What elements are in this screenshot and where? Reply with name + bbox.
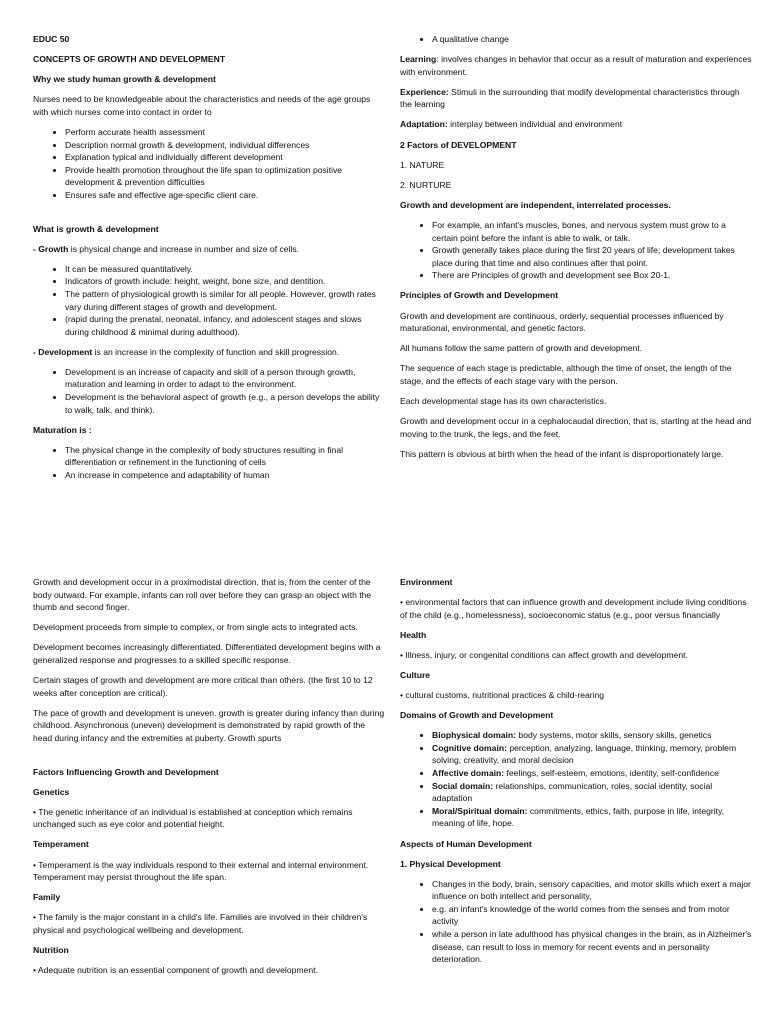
list-item: • (rapid during the prenatal, neonatal, infancy, and adolescent stages and slows during childhood & minimal during adulthood). [65,313,385,338]
domain-text: relationships, communication, roles, social identity, social adaptation [432,780,713,804]
culture-heading: Culture [400,669,431,680]
development-definition [33,346,385,359]
family-text: • The family is the major constant in a child's life. Families are involved in their children's physical and psychological wellbeing and development. [33,912,368,935]
principle-paragraph: Growth and development are continuous, orderly, sequential processes influenced by maturational, environmental, and genetic factors. [400,310,724,334]
adaptation-definition [400,118,752,131]
list-item [432,780,752,805]
development-list [33,366,385,416]
nutrition-text: • Adequate nutrition is an essential component of growth and development. [33,965,318,976]
growth-list [33,263,385,339]
experience-term: Experience: [400,86,449,97]
list-item: • Explanation typical and individually different development [65,151,385,164]
temperament-heading: Temperament [33,839,89,850]
interrelated-list [400,219,752,282]
genetics-text: • The genetic inheritance of an individual is established at conception which remains unchanged such as eye color and potential height. [33,806,353,830]
principle-paragraph: Development proceeds from simple to complex, or from single acts to integrated acts. [33,622,358,633]
principle-paragraph: Development becomes increasingly differentiated. Differentiated development begins with a generalized response and progresses to a skilled specific response. [33,642,381,665]
maturation-list [33,444,385,482]
domain-text: body systems, motor skills, sensory skills, genetics [516,730,712,741]
list-item [432,729,752,742]
domain-term: Biophysical domain: [432,730,517,741]
adaptation-text: interplay between individual and environment [447,119,623,130]
domains-heading: Domains of Growth and Development [400,710,554,721]
domain-term: Cognitive domain: [432,742,507,753]
environment-heading: Environment [400,577,453,587]
domains-list [400,729,752,830]
interrelated-heading: Growth and development are independent, interrelated processes. [400,199,671,210]
why-list [33,126,385,202]
nutrition-heading: Nutrition [33,944,69,955]
list-item: • Provide health promotion throughout the life span to optimization positive development & prevention difficulties [65,164,385,189]
list-item: • The physical change in the complexity of body structures resulting in final differentiation or refinement in the functioning of cells [65,444,385,469]
principle-paragraph: The pace of growth and development is uneven. growth is greater during infancy than during childhood. Asynchronous (uneven) development is demonstrated by rapid growth of the head during infancy and the extremities at puberty. Growth spurts [33,707,385,743]
list-item: • e.g. an infant's knowledge of the world comes from the senses and from motor activity [432,903,752,928]
list-item: • Development is an increase of capacity and skill of a person through growth, maturation and learning in order to adapt to the environment. [65,366,385,391]
column-top-left [33,33,385,489]
list-item: • The pattern of physiological growth is similar for all people. However, growth rates vary during different stages of growth and development. [65,288,385,313]
health-text: • Illness, injury, or congenital conditions can affect growth and development. [400,649,688,660]
list-item [432,767,752,780]
growth-definition [33,243,385,256]
principle-paragraph: This pattern is obvious at birth when the head of the infant is disproportionately large. [400,448,724,459]
list-item: • Description normal growth & development, individual differences [65,139,385,152]
maturation-heading: Maturation is : [33,424,92,435]
list-item: • Development is the behavioral aspect of growth (e.g., a person develops the ability to walk, talk, and think). [65,391,385,416]
factor-nature: 1. NATURE [400,159,445,170]
principle-paragraph: All humans follow the same pattern of growth and development. [400,343,643,354]
adaptation-term: Adaptation: [400,119,448,130]
family-heading: Family [33,892,61,903]
list-item: • Perform accurate health assessment [65,126,385,139]
principle-paragraph: Growth and development occur in a cephalocaudal direction, that is, starting at the head and moving to the trunk, the legs, and the feet. [400,416,752,439]
course-code: EDUC 50 [33,34,70,44]
learning-text: : involves changes in behavior that occur as a result of maturation and experiences with environment. [400,54,752,77]
column-bottom-right [400,576,752,973]
domain-text: commitments, ethics, faith, purpose in life, integrity, meaning of life, hope. [432,805,725,829]
list-item: • while a person in late adulthood has physical changes in the brain, as in Alzheimer's disease, can result to loss in memory for recent events and in personality deterioration. [432,928,752,966]
domain-term: Social domain: [432,780,494,791]
experience-text: Stimuli in the surrounding that modify developmental characteristics through the learning [400,86,740,110]
domain-text: feelings, self-esteem, emotions, identity, self-confidence [504,768,719,779]
growth-text: is physical change and increase in number and size of cells. [68,243,300,254]
list-item [432,742,752,767]
domain-text: perception, analyzing, language, thinking, memory, problem solving, creativity, and moral decision [432,742,737,766]
experience-definition [400,86,752,111]
factors-influencing-heading: Factors Influencing Growth and Development [33,766,219,777]
domain-term: Affective domain: [432,768,505,779]
environment-text: • environmental factors that can influence growth and development include living conditions of the child (e.g., homelessness), socioeconomic status (e.g., poor versus financially [400,597,747,620]
factor-nurture: 2. NURTURE [400,179,452,190]
development-term: - Development [33,346,93,357]
domain-term: Moral/Spiritual domain: [432,805,528,816]
temperament-text: • Temperament is the way individuals respond to their external and internal environment. Temperament may persist throughout the life span. [33,859,369,883]
culture-text: • cultural customs, nutritional practices & child-rearing [400,690,605,701]
what-heading: What is growth & development [33,223,159,234]
growth-term: - Growth [33,243,69,254]
list-item: • Growth generally takes place during the first 20 years of life; development takes place during that time and also continues after that point. [432,244,752,269]
physical-list [400,878,752,966]
qualitative-list [400,33,752,46]
principle-paragraph: Certain stages of growth and development are more critical than others. (the first 10 to 12 weeks after conception are critical). [33,675,373,698]
list-item: • An increase in competence and adaptability of human [65,469,385,482]
why-intro: Nurses need to be knowledgeable about the characteristics and needs of the age groups with which nurses come into contact in order to [33,94,371,117]
list-item: • There are Principles of growth and development see Box 20-1. [432,269,752,282]
list-item: • Ensures safe and effective age-specific client care. [65,189,385,202]
physical-development-heading: 1. Physical Development [400,858,501,869]
principle-paragraph: Growth and development occur in a proximodistal direction, that is, from the center of the body outward. For example, infants can roll over before they can grasp an object with the thumb and second finger. [33,577,372,613]
aspects-heading: Aspects of Human Development [400,838,532,849]
health-heading: Health [400,629,427,640]
column-bottom-left [33,576,385,984]
genetics-heading: Genetics [33,786,70,797]
development-text: is an increase in the complexity of function and skill progression. [92,346,340,357]
column-top-right [400,33,752,468]
list-item: • A qualitative change [432,33,752,46]
list-item [432,805,752,830]
principle-paragraph: The sequence of each stage is predictable, although the time of onset, the length of the stage, and the effects of each stage vary with the person. [400,363,732,386]
list-item: • Changes in the body, brain, sensory capacities, and motor skills which exert a major influence on both intellect and personality, [432,878,752,903]
document-title: CONCEPTS OF GROWTH AND DEVELOPMENT [33,54,226,65]
principles-heading: Principles of Growth and Development [400,290,559,301]
factors-development-heading: 2 Factors of DEVELOPMENT [400,139,517,150]
learning-definition [400,53,752,78]
why-heading: Why we study human growth & development [33,74,216,85]
list-item: • For example, an infant's muscles, bones, and nervous system must grow to a certain point before the infant is able to walk, or talk. [432,219,752,244]
list-item: • Indicators of growth include: height, weight, bone size, and dentition. [65,275,385,288]
learning-term: Learning [400,54,437,65]
principle-paragraph: Each developmental stage has its own characteristics. [400,395,607,406]
list-item: • It can be measured quantitatively. [65,263,385,276]
